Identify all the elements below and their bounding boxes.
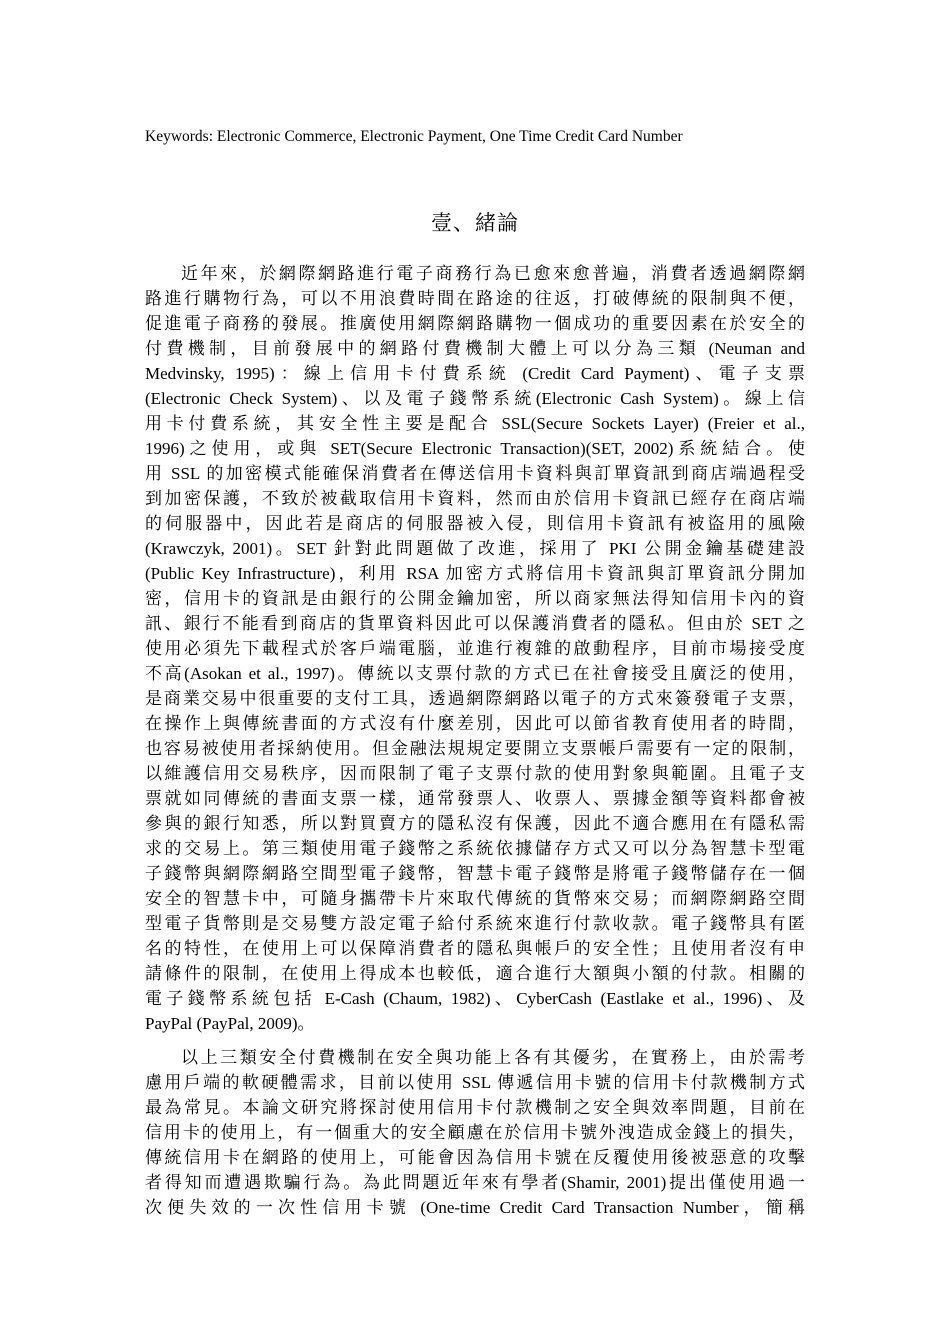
paragraph-introduction-1 [145, 261, 805, 1036]
text-line: 以維護信用交易秩序，因而限制了電子支票付款的使用對象與範圍。且電子支 [145, 764, 805, 783]
text-line: 型電子貨幣則是交易雙方設定電子給付系統來進行付款收款。電子錢幣具有匿 [145, 914, 805, 933]
text-line: Medvinsky, 1995)：線上信用卡付費系統 (Credit Card Payment)、電子支票 [145, 364, 805, 383]
text-line: 到加密保護，不致於被截取信用卡資料，然而由於信用卡資訊已經存在商店端 [145, 489, 805, 508]
text-line: 信用卡的使用上，有一個重大的安全顧慮在於信用卡號外洩造成金錢上的損失， [145, 1123, 805, 1142]
text-line: 用卡付費系統，其安全性主要是配合 SSL(Secure Sockets Layer) (Freier et al., [145, 414, 805, 433]
text-line: 不高(Asokan et al., 1997)。傳統以支票付款的方式已在社會接受且廣泛的使用， [145, 664, 805, 683]
text-line: (Electronic Check System)、以及電子錢幣系統(Electronic Cash System)。線上信 [145, 389, 805, 408]
text-line: 者得知而遭遇欺騙行為。為此問題近年來有學者(Shamir, 2001)提出僅使用過一 [145, 1173, 805, 1192]
text-line: 次便失效的一次性信用卡號 (One-time Credit Card Transaction Number，簡稱 [145, 1198, 805, 1217]
text-line: 密，信用卡的資訊是由銀行的公開金鑰加密，所以商家無法得知信用卡內的資 [145, 589, 805, 608]
text-line: 促進電子商務的發展。推廣使用網際網路購物一個成功的重要因素在於安全的 [145, 314, 805, 333]
text-line: 求的交易上。第三類使用電子錢幣之系統依據儲存方式又可以分為智慧卡型電 [145, 839, 805, 858]
text-line: 的伺服器中，因此若是商店的伺服器被入侵，則信用卡資訊有被盜用的風險 [145, 514, 805, 533]
text-line: 參與的銀行知悉，所以對買賣方的隱私沒有保護，因此不適合應用在有隱私需 [145, 814, 805, 833]
text-line: 使用必須先下載程式於客戶端電腦，並進行複雜的啟動程序，目前市場接受度 [145, 639, 805, 658]
text-line: 近年來，於網際網路進行電子商務行為已愈來愈普遍，消費者透過網際網 [181, 264, 805, 283]
text-line: 用 SSL 的加密模式能確保消費者在傳送信用卡資料與訂單資訊到商店端過程受 [145, 464, 805, 483]
text-line: 請條件的限制，在使用上得成本也較低，適合進行大額與小額的付款。相關的 [145, 964, 805, 983]
text-line: 訊、銀行不能看到商店的貨單資料因此可以保護消費者的隱私。但由於 SET 之 [145, 614, 805, 633]
text-line: 最為常見。本論文研究將探討使用信用卡付款機制之安全與效率問題，目前在 [145, 1098, 805, 1117]
text-line: 傳統信用卡在網路的使用上，可能會因為信用卡號在反覆使用後被惡意的攻擊 [145, 1148, 805, 1167]
text-line: (Public Key Infrastructure)，利用 RSA 加密方式將信用卡資訊與訂單資訊分開加 [145, 564, 805, 583]
section-title: 壹、緒論 [431, 211, 519, 235]
text-line: 路進行購物行為，可以不用浪費時間在路途的往返，打破傳統的限制與不便， [145, 289, 805, 308]
text-line: 在操作上與傳統書面的方式沒有什麼差別，因此可以節省教育使用者的時間， [145, 714, 805, 733]
text-line: 電子錢幣系統包括 E-Cash (Chaum, 1982)、CyberCash (Eastlake et al., 1996)、及 [145, 989, 805, 1008]
text-line: (Krawczyk, 2001)。SET 針對此問題做了改進，採用了 PKI 公開金鑰基礎建設 [145, 539, 805, 558]
text-line: 名的特性，在使用上可以保障消費者的隱私與帳戶的安全性；且使用者沒有申 [145, 939, 805, 958]
text-line: 以上三類安全付費機制在安全與功能上各有其優劣，在實務上，由於需考 [181, 1048, 805, 1067]
text-line: PayPal (PayPal, 2009)。 [145, 1014, 315, 1033]
text-line: 安全的智慧卡中，可隨身攜帶卡片來取代傳統的貨幣來交易；而網際網路空間 [145, 889, 805, 908]
text-line: 也容易被使用者採納使用。但金融法規規定要開立支票帳戶需要有一定的限制， [145, 739, 805, 758]
text-line: 票就如同傳統的書面支票一樣，通常發票人、收票人、票據金額等資料都會被 [145, 789, 805, 808]
paragraph-introduction-2 [145, 1045, 805, 1220]
text-line: 1996)之使用，或與 SET(Secure Electronic Transaction)(SET, 2002)系統結合。使 [145, 439, 805, 458]
text-line: 子錢幣與網際網路空間型電子錢幣，智慧卡電子錢幣是將電子錢幣儲存在一個 [145, 864, 805, 883]
text-line: 慮用戶端的軟硬體需求，目前以使用 SSL 傳遞信用卡號的信用卡付款機制方式 [145, 1073, 805, 1092]
text-line: 是商業交易中很重要的支付工具，透過網際網路以電子的方式來簽發電子支票， [145, 689, 805, 708]
text-line: 付費機制，目前發展中的網路付費機制大體上可以分為三類 (Neuman and [145, 339, 805, 358]
keywords-line: Keywords: Electronic Commerce, Electronic Payment, One Time Credit Card Number [145, 128, 683, 145]
